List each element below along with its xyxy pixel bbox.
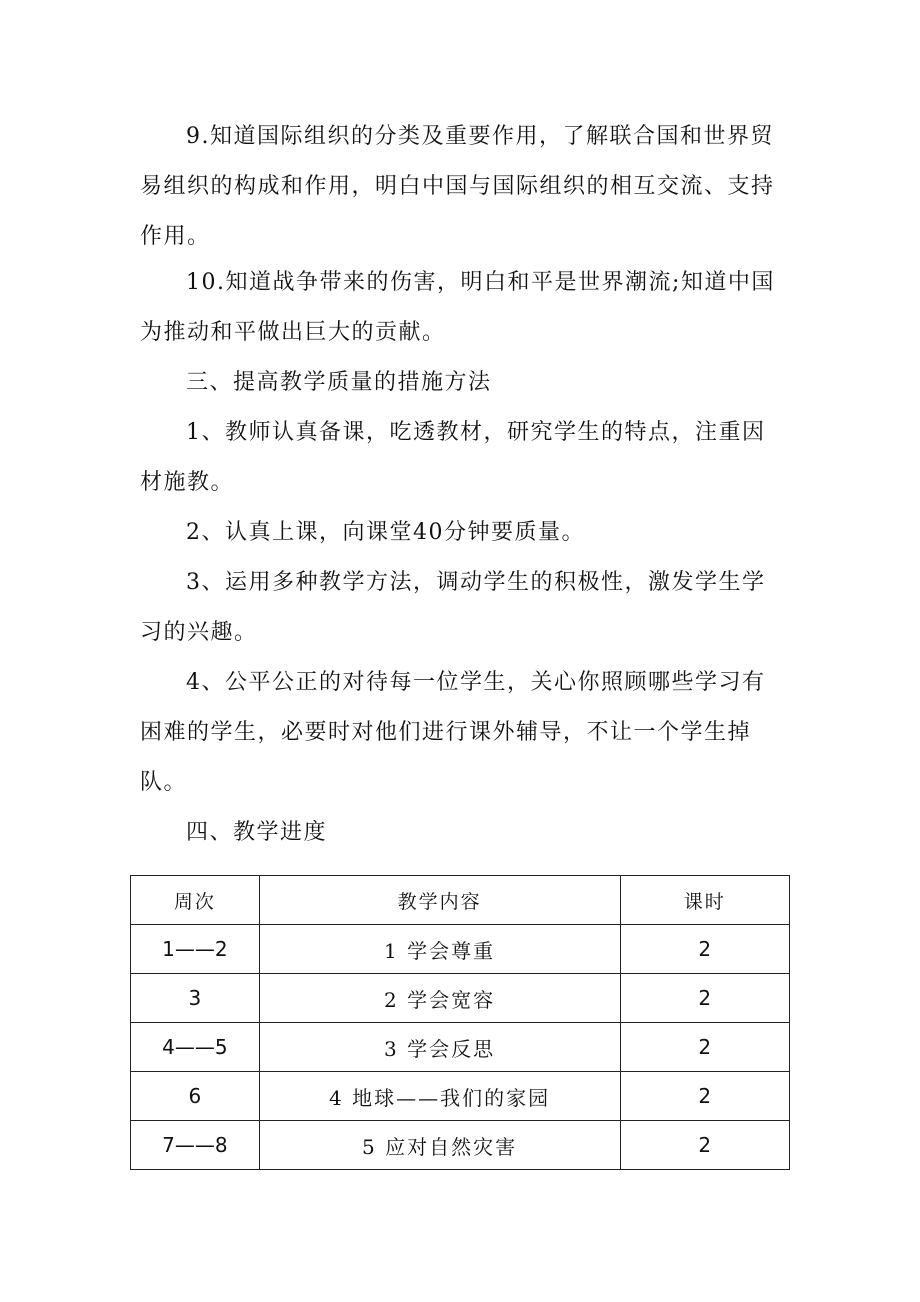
cell-content: 5 应对自然灾害: [259, 1121, 620, 1170]
table-row: [131, 1023, 790, 1072]
cell-hours: 2: [620, 1121, 789, 1170]
paragraph-measure-2: 2、认真上课，向课堂40分钟要质量。: [186, 520, 585, 545]
header-content: 教学内容: [259, 876, 620, 925]
paragraph-item-10: 10.知道战争带来的伤害，明白和平是世界潮流;知道中国为推动和平做出巨大的贡献。: [140, 270, 775, 345]
header-week: 周次: [131, 876, 260, 925]
teaching-schedule-table: [130, 875, 790, 1170]
cell-content: 1 学会尊重: [259, 925, 620, 974]
cell-week: 1——2: [131, 925, 260, 974]
table-row: [131, 974, 790, 1023]
paragraph-measure-3: 3、运用多种教学方法，调动学生的积极性，激发学生学习的兴趣。: [140, 570, 766, 645]
cell-hours: 2: [620, 1023, 789, 1072]
section-heading-measures: 三、提高教学质量的措施方法: [186, 370, 492, 395]
paragraph-measure-1: 1、教师认真备课，吃透教材，研究学生的特点，注重因材施教。: [140, 420, 766, 495]
header-hours: 课时: [620, 876, 789, 925]
cell-week: 6: [131, 1072, 260, 1121]
cell-week: 3: [131, 974, 260, 1023]
paragraph-measure-4: 4、公平公正的对待每一位学生，关心你照顾哪些学习有困难的学生，必要时对他们进行课外辅导，不让一个学生掉队。: [140, 670, 766, 795]
table-row: [131, 1072, 790, 1121]
cell-content: 4 地球——我们的家园: [259, 1072, 620, 1121]
section-heading-schedule: 四、教学进度: [186, 820, 328, 845]
cell-hours: 2: [620, 1072, 789, 1121]
cell-week: 7——8: [131, 1121, 260, 1170]
table-header-row: [131, 876, 790, 925]
cell-content: 3 学会反思: [259, 1023, 620, 1072]
cell-content: 2 学会宽容: [259, 974, 620, 1023]
cell-week: 4——5: [131, 1023, 260, 1072]
table-row: [131, 925, 790, 974]
table-row: [131, 1121, 790, 1170]
paragraph-item-9: 9.知道国际组织的分类及重要作用，了解联合国和世界贸易组织的构成和作用，明白中国与国际组织的相互交流、支持作用。: [140, 124, 775, 249]
cell-hours: 2: [620, 974, 789, 1023]
cell-hours: 2: [620, 925, 789, 974]
